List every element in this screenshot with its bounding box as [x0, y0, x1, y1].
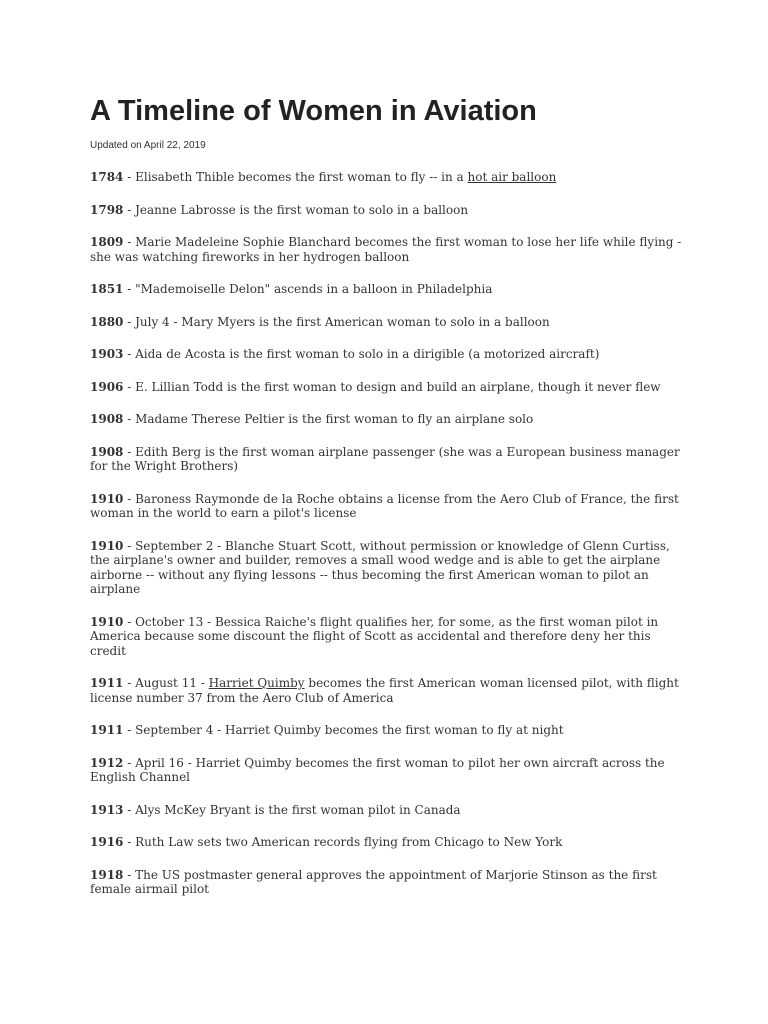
hot-air-balloon-link[interactable]: hot air balloon: [467, 170, 557, 184]
entry-year: 1906: [90, 379, 124, 394]
entry-text: - Madame Therese Peltier is the first woman to fly an airplane solo: [123, 412, 534, 426]
timeline-entry: [90, 492, 682, 521]
entry-year: 1784: [90, 170, 124, 184]
entry-year: 1918: [90, 867, 124, 882]
entry-text: - "Mademoiselle Delon" ascends in a balloon in Philadelphia: [123, 282, 493, 296]
timeline-list: [90, 170, 682, 897]
entry-year: 1912: [90, 755, 124, 770]
timeline-entry: [90, 615, 682, 659]
timeline-entry: [90, 380, 682, 395]
entry-year: 1880: [90, 314, 124, 329]
harriet-quimby-link[interactable]: Harriet Quimby: [208, 676, 305, 690]
entry-text-after: becomes the first American woman licensed pilot, with flight license number 37 from the Aero Club of America: [90, 676, 679, 705]
timeline-entry: [90, 723, 682, 738]
entry-text: - August 11 -: [123, 676, 209, 690]
entry-year: 1809: [90, 235, 124, 249]
entry-year: 1903: [90, 347, 124, 361]
entry-year: 1910: [90, 614, 124, 629]
timeline-entry: [90, 835, 682, 850]
timeline-entry: [90, 868, 682, 897]
timeline-entry: [90, 756, 682, 785]
entry-year: 1911: [90, 723, 124, 737]
timeline-entry: [90, 170, 682, 185]
timeline-entry: [90, 347, 682, 362]
updated-date: Updated on April 22, 2019: [90, 140, 206, 151]
entry-text: - Ruth Law sets two American records flying from Chicago to New York: [123, 835, 563, 849]
timeline-entry: [90, 203, 682, 218]
entry-text: - The US postmaster general approves the appointment of Marjorie Stinson as the first female airmail pilot: [90, 867, 657, 896]
entry-year: 1913: [90, 802, 124, 817]
timeline-entry: [90, 282, 682, 297]
entry-year: 1910: [90, 538, 124, 553]
entry-text: - Marie Madeleine Sophie Blanchard becomes the first woman to lose her life while flying - she was watching fireworks in her hydrogen balloon: [90, 235, 682, 264]
entry-text: - April 16 - Harriet Quimby becomes the first woman to pilot her own aircraft across the English Channel: [90, 755, 665, 784]
entry-year: 1910: [90, 491, 124, 506]
timeline-entry: [90, 445, 682, 474]
entry-text: - Alys McKey Bryant is the first woman pilot in Canada: [123, 802, 461, 817]
timeline-entry: [90, 539, 682, 597]
entry-year: 1908: [90, 444, 124, 459]
entry-text: - Edith Berg is the first woman airplane passenger (she was a European business manager for the Wright Brothers): [90, 444, 680, 473]
entry-year: 1908: [90, 412, 124, 426]
entry-text: - Jeanne Labrosse is the first woman to solo in a balloon: [123, 202, 469, 217]
entry-text: - September 2 - Blanche Stuart Scott, without permission or knowledge of Glenn Curtiss, the airplane's owner and builder, removes a small wood wedge and is able to get the airplane airborne -- without any flying lessons -- thus becoming the first American woman to pilot an airplane: [90, 538, 670, 596]
entry-text: - Aida de Acosta is the first woman to solo in a dirigible (a motorized aircraft): [123, 347, 600, 361]
entry-year: 1911: [90, 676, 124, 690]
timeline-entry: [90, 676, 682, 705]
entry-year: 1916: [90, 835, 124, 849]
entry-text: - October 13 - Bessica Raiche's flight qualifies her, for some, as the first woman pilot in America because some discount the flight of Scott as accidental and therefore deny her this credit: [90, 614, 659, 658]
entry-text: - July 4 - Mary Myers is the first American woman to solo in a balloon: [123, 314, 550, 329]
timeline-entry: [90, 235, 682, 264]
entry-text: - Baroness Raymonde de la Roche obtains a license from the Aero Club of France, the first woman in the world to earn a pilot's license: [90, 491, 679, 520]
entry-year: 1798: [90, 202, 124, 217]
entry-text: - E. Lillian Todd is the first woman to design and build an airplane, though it never flew: [123, 379, 661, 394]
page-title: A Timeline of Women in Aviation: [90, 95, 537, 127]
entry-text: - Elisabeth Thible becomes the first woman to fly -- in a: [123, 170, 468, 184]
timeline-entry: [90, 315, 682, 330]
timeline-entry: [90, 803, 682, 818]
article: [90, 92, 682, 915]
entry-text: - September 4 - Harriet Quimby becomes the first woman to fly at night: [123, 723, 564, 737]
entry-year: 1851: [90, 282, 124, 296]
timeline-entry: [90, 412, 682, 427]
